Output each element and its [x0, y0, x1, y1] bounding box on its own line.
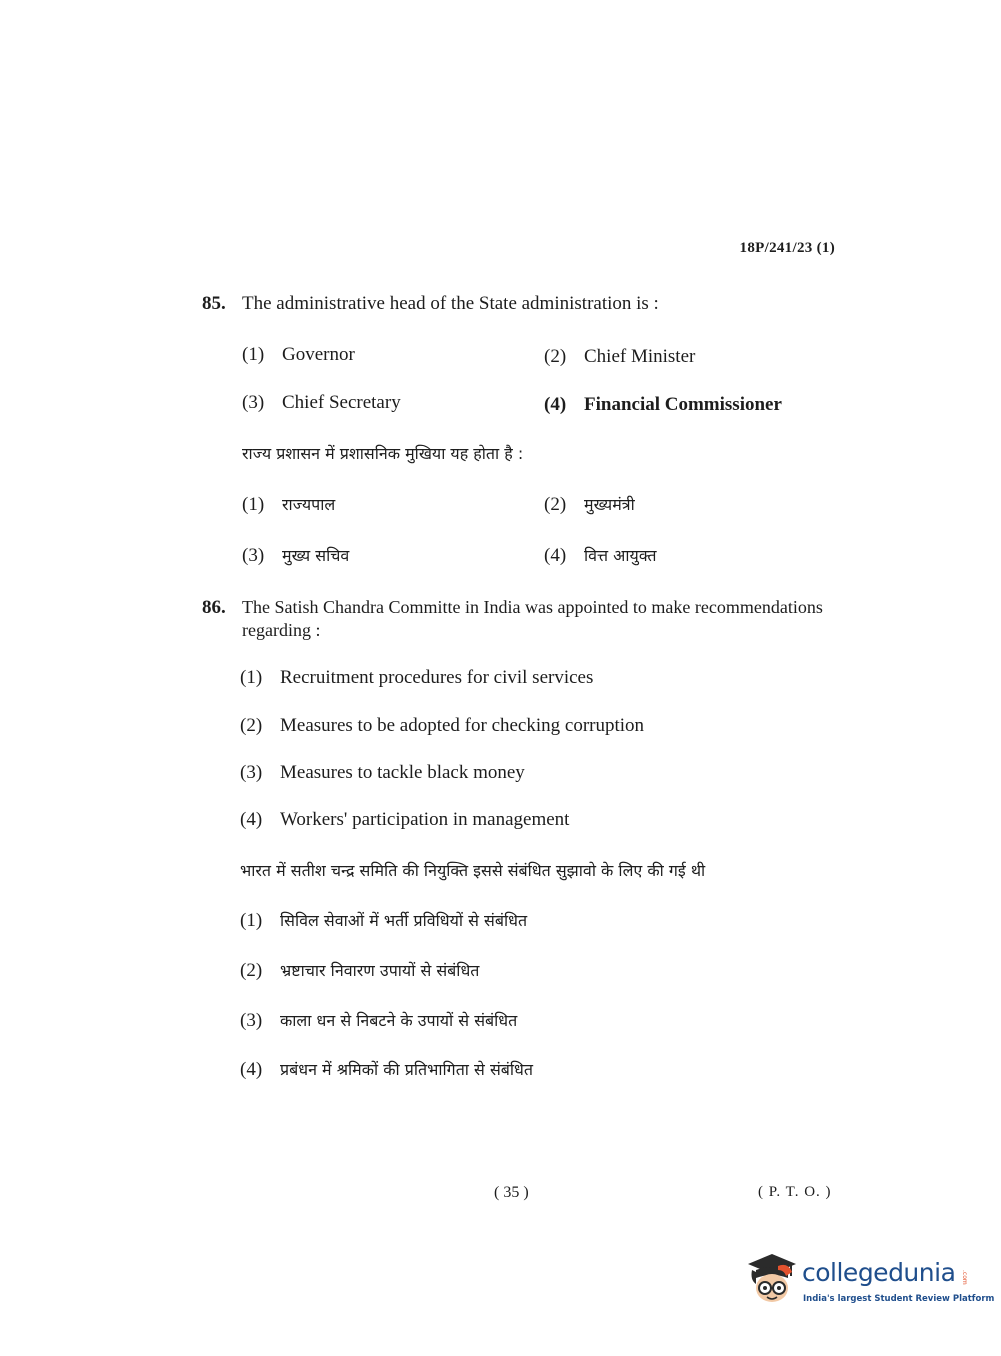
option-number: (3): [242, 392, 265, 413]
question-85: [202, 292, 842, 315]
option-3-hi: [240, 1010, 517, 1032]
option-4-hi: [240, 1059, 533, 1081]
option-number: (2): [240, 715, 263, 736]
option-number: (2): [544, 494, 567, 515]
question-text-hi: राज्य प्रशासन में प्रशासनिक मुखिया यह होता है :: [242, 444, 524, 463]
option-3-en: [240, 762, 525, 784]
option-number: (2): [240, 960, 263, 981]
option-text: Recruitment procedures for civil services: [280, 667, 594, 688]
option-2-en: [544, 346, 695, 368]
paper-code: 18P/241/23 (1): [739, 240, 835, 256]
question-86: [202, 596, 842, 642]
option-text: Measures to tackle black money: [280, 762, 525, 783]
question-text-en-line2: regarding :: [242, 620, 321, 640]
option-4-en: [240, 809, 569, 831]
brand-name: collegedunia: [802, 1258, 956, 1287]
pto-label: ( P. T. O. ): [758, 1184, 832, 1200]
option-number: (1): [242, 344, 265, 365]
brand-suffix: .com: [961, 1270, 968, 1285]
option-number: (1): [242, 494, 265, 515]
option-text: Chief Minister: [584, 346, 696, 367]
option-number: (4): [240, 809, 263, 830]
option-1-en: [242, 344, 355, 366]
option-text: प्रबंधन में श्रमिकों की प्रतिभागिता से संबंधित: [280, 1060, 533, 1079]
option-2-en: [240, 715, 644, 737]
option-number: (4): [240, 1059, 263, 1080]
option-number: (3): [240, 762, 263, 783]
question-number: 86.: [202, 597, 226, 618]
option-1-hi: [242, 494, 335, 516]
option-number: (2): [544, 346, 567, 367]
option-text: सिविल सेवाओं में भर्ती प्रविधियों से संबंधित: [280, 911, 528, 930]
page-number: ( 35 ): [494, 1184, 529, 1201]
option-2-hi: [240, 960, 479, 982]
brand-tagline: India's largest Student Review Platform: [803, 1294, 995, 1304]
option-3-hi: [242, 545, 349, 567]
question-number: 85.: [202, 293, 226, 314]
option-text: राज्यपाल: [282, 495, 336, 514]
option-1-hi: [240, 910, 527, 932]
option-4-hi: [544, 545, 657, 567]
option-text: Workers' participation in management: [280, 809, 570, 830]
option-4-en: [544, 394, 782, 416]
mascot-icon: [742, 1250, 800, 1308]
option-number: (3): [240, 1010, 263, 1031]
option-text: Chief Secretary: [282, 392, 401, 413]
option-number: (3): [242, 545, 265, 566]
option-2-hi: [544, 494, 635, 516]
option-text: Financial Commissioner: [584, 394, 782, 415]
option-text: काला धन से निबटने के उपायों से संबंधित: [280, 1011, 518, 1030]
option-number: (4): [544, 394, 567, 415]
option-text: मुख्य सचिव: [282, 546, 350, 565]
option-number: (1): [240, 910, 263, 931]
option-text: Measures to be adopted for checking corruption: [280, 715, 645, 736]
question-text-en-line1: The Satish Chandra Committe in India was appointed to make recommendations: [242, 597, 823, 617]
option-text: मुख्यमंत्री: [584, 495, 635, 514]
option-text: भ्रष्टाचार निवारण उपायों से संबंधित: [280, 961, 480, 980]
option-text: वित्त आयुक्त: [584, 546, 657, 565]
question-text-hi: भारत में सतीश चन्द्र समिति की नियुक्ति इससे संबंधित सुझावो के लिए की गई थी: [240, 861, 706, 880]
option-3-en: [242, 392, 401, 414]
option-text: Governor: [282, 344, 355, 365]
question-text-en: The administrative head of the State administration is :: [242, 293, 659, 314]
option-number: (4): [544, 545, 567, 566]
option-number: (1): [240, 667, 263, 688]
brand-watermark: [742, 1250, 995, 1310]
option-1-en: [240, 667, 593, 689]
